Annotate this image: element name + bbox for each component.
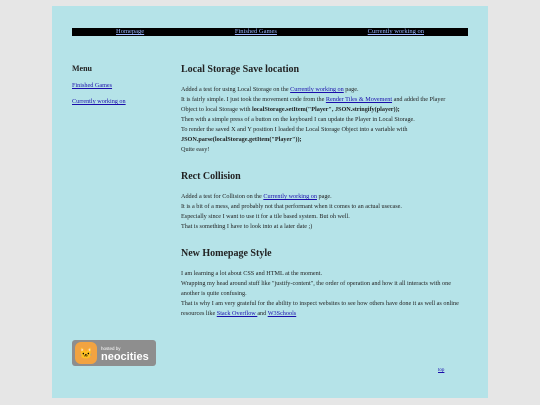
post-text: I am learning a lot about CSS and HTML at the moment.	[181, 270, 323, 277]
post-text: Added a test for Collision on the	[181, 193, 264, 200]
post-text: It is a bit of a mess, and probably not that performant when it comes to an actual usecase.	[181, 203, 402, 210]
code-snippet: JSON.parse(localStorage.getItem("Player"));	[181, 136, 302, 143]
link-currently-working-on[interactable]: Currently working on	[290, 86, 344, 93]
post-title: Rect Collision	[181, 171, 241, 182]
post-text: and added the Player Object to local Storage with	[181, 96, 446, 113]
nav-link-currently-working-on[interactable]: Currently working on	[367, 28, 424, 35]
nav-link-finished-games[interactable]: Finished Games	[234, 28, 277, 35]
post-text: page.	[343, 86, 359, 93]
sidebar-menu-title: Menu	[72, 64, 92, 73]
post-title: Local Storage Save location	[181, 64, 300, 75]
badge-small-text: hosted by	[101, 346, 121, 351]
code-snippet: localStorage.setItem("Player", JSON.stringify(player));	[251, 106, 400, 113]
main-content	[181, 64, 461, 319]
link-stack-overflow[interactable]: Stack Overflow	[216, 310, 258, 317]
top-navigation-bar	[72, 28, 468, 36]
sidebar-item-currently-working-on[interactable]: Currently working on	[72, 98, 126, 105]
post-text: Added a test for using Local Storage on the	[181, 86, 291, 93]
post-text: page.	[316, 193, 332, 200]
neocities-cat-icon: 🐱	[75, 342, 97, 364]
sidebar	[72, 64, 172, 114]
post-local-storage	[181, 64, 461, 155]
post-text: Wrapping my head around stuff like "justify-content", the order of operation and how it all interacts with one another is quite confusing.	[181, 280, 451, 297]
post-title: New Homepage Style	[181, 248, 272, 259]
post-text: and	[257, 310, 268, 317]
post-rect-collision	[181, 171, 461, 232]
post-text: To render the saved X and Y position I loaded the Local Storage Object into a variable with	[181, 126, 408, 133]
post-text: Quite easy!	[181, 146, 210, 153]
badge-big-text: neocities	[101, 351, 149, 363]
post-paragraph	[181, 269, 461, 319]
nav-link-homepage[interactable]: Homepage	[116, 28, 145, 35]
link-currently-working-on[interactable]: Currently working on	[263, 193, 317, 200]
badge-text	[101, 345, 149, 361]
post-text: That is something I have to look into at a later date ;)	[181, 223, 313, 230]
sidebar-item-finished-games[interactable]: Finished Games	[72, 82, 113, 89]
post-text: Then with a simple press of a button on the keyboard I can update the Player in Local Storage.	[181, 116, 415, 123]
post-text: It is fairly simple. I just took the movement code from the	[181, 96, 326, 103]
page-container	[52, 6, 488, 398]
hosted-by-neocities-badge[interactable]	[72, 340, 156, 366]
post-text: That is why I am very grateful for the ability to inspect websites to see how others have done it as well as online resources like	[181, 300, 459, 317]
post-paragraph	[181, 85, 461, 155]
post-text: Especially since I want to use it for a tile based system. But oh well.	[181, 213, 350, 220]
back-to-top-link[interactable]: top	[438, 368, 445, 373]
link-w3schools[interactable]: W3Schools	[267, 310, 297, 317]
post-new-homepage-style	[181, 248, 461, 319]
post-paragraph	[181, 192, 461, 232]
link-render-tiles-movement[interactable]: Render Tiles & Movement	[325, 96, 393, 103]
